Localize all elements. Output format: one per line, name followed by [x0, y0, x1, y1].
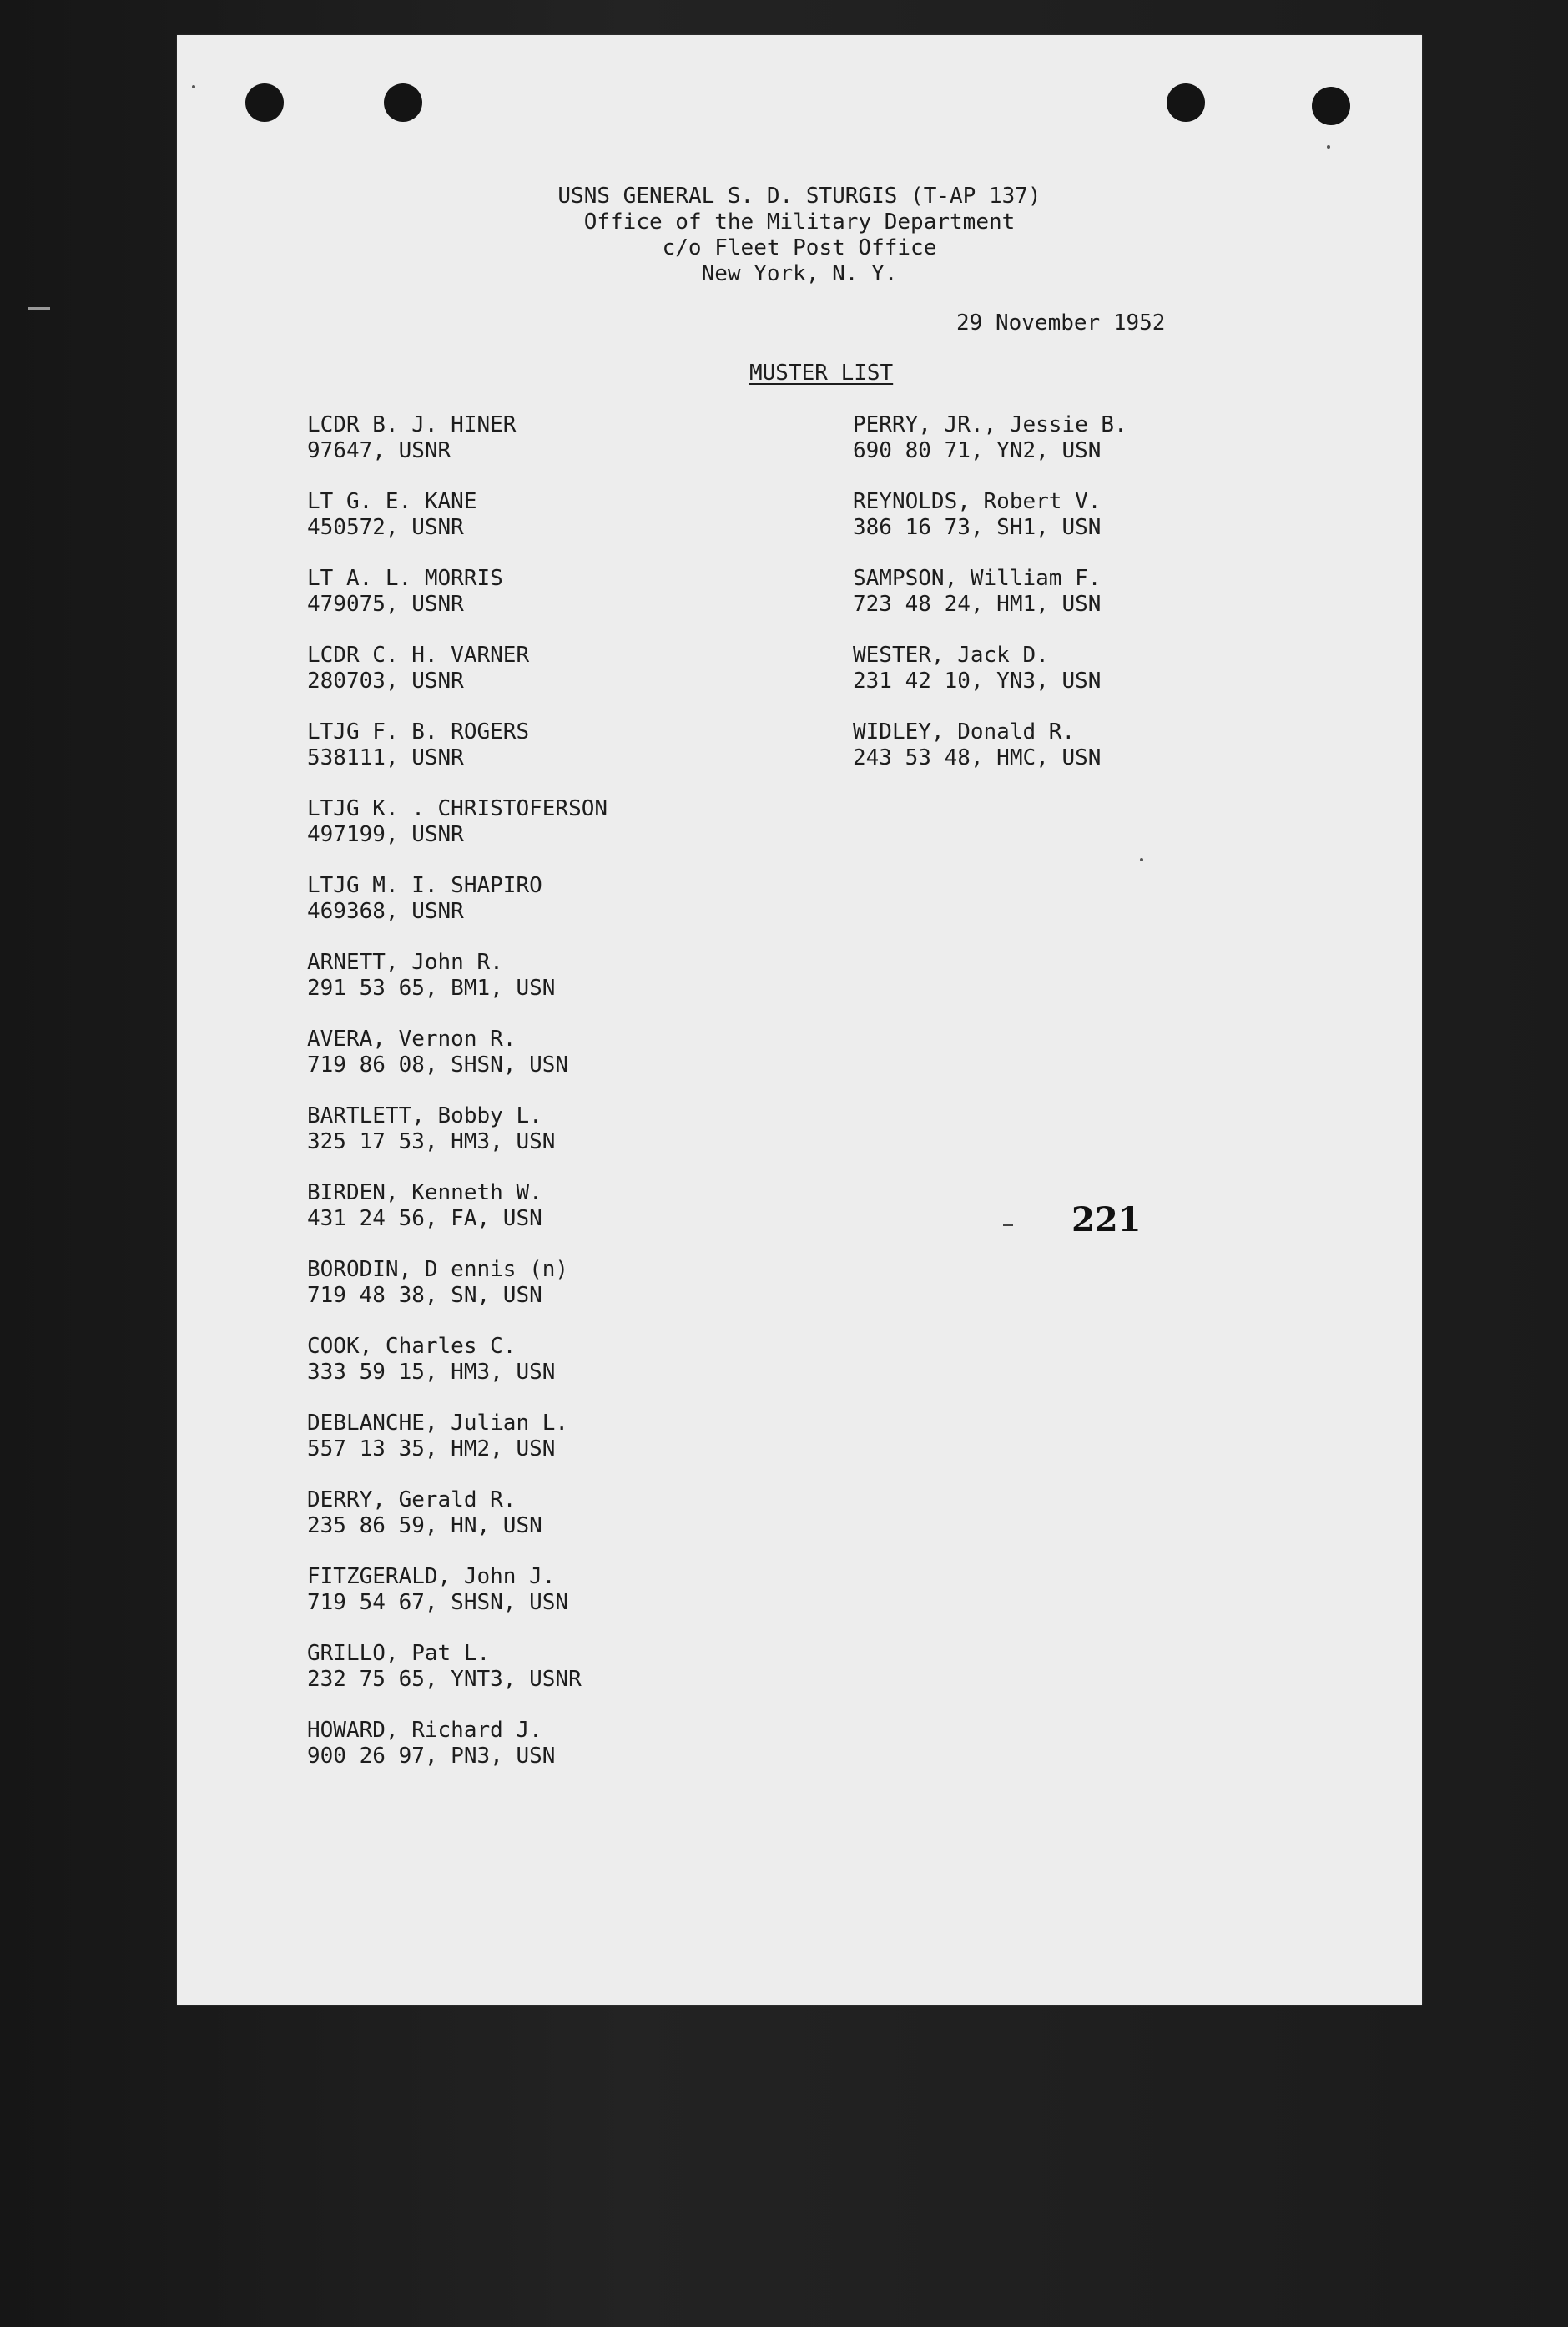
muster-entry: [307, 1103, 608, 1180]
entry-name: WIDLEY, Donald R.: [853, 719, 1076, 745]
punch-hole-4: [1312, 87, 1350, 125]
document-page: [177, 35, 1422, 2005]
muster-entry: [307, 1180, 608, 1257]
muster-entry: [307, 873, 608, 950]
entry-service-number: 557 13 35, HM2, USN: [307, 1436, 556, 1461]
muster-entry: [307, 796, 608, 873]
entry-name: HOWARD, Richard J.: [307, 1718, 542, 1743]
punch-hole-2: [384, 83, 422, 122]
paper-speck: [1140, 858, 1143, 861]
punch-hole-3: [1167, 83, 1205, 122]
muster-entry: [307, 1257, 608, 1334]
muster-entry: [307, 1487, 608, 1564]
entry-service-number: 469368, USNR: [307, 899, 464, 924]
muster-entry: [853, 719, 1127, 796]
muster-entry: [307, 412, 608, 489]
entry-name: AVERA, Vernon R.: [307, 1027, 517, 1052]
document-date: 29 November 1952: [956, 310, 1166, 336]
entry-name: LT G. E. KANE: [307, 489, 477, 514]
letterhead-office: Office of the Military Department: [583, 209, 1016, 235]
entry-name: BARTLETT, Bobby L.: [307, 1103, 542, 1128]
page-number: 221: [1071, 1200, 1142, 1239]
muster-entry: [307, 950, 608, 1027]
entry-name: ARNETT, John R.: [307, 950, 503, 975]
entry-name: LTJG K. . CHRISTOFERSON: [307, 796, 608, 821]
muster-entry: [307, 1411, 608, 1487]
entry-service-number: 719 54 67, SHSN, USN: [307, 1590, 569, 1615]
entry-name: PERRY, JR., Jessie B.: [853, 412, 1127, 437]
entry-name: LTJG F. B. ROGERS: [307, 719, 530, 745]
entry-service-number: 690 80 71, YN2, USN: [853, 438, 1102, 463]
entry-name: LTJG M. I. SHAPIRO: [307, 873, 542, 898]
entry-service-number: 719 86 08, SHSN, USN: [307, 1052, 569, 1078]
entry-name: DERRY, Gerald R.: [307, 1487, 517, 1512]
entry-name: WESTER, Jack D.: [853, 643, 1049, 668]
muster-entry: [307, 719, 608, 796]
punch-hole-1: [245, 83, 284, 122]
entry-service-number: 232 75 65, YNT3, USNR: [307, 1667, 582, 1692]
paper-speck: [1327, 145, 1330, 149]
muster-list-right-column: [853, 412, 1127, 796]
entry-name: GRILLO, Pat L.: [307, 1641, 491, 1666]
muster-entry: [853, 643, 1127, 719]
muster-entry: [307, 643, 608, 719]
entry-service-number: 333 59 15, HM3, USN: [307, 1360, 556, 1385]
entry-service-number: 497199, USNR: [307, 822, 464, 847]
muster-entry: [853, 412, 1127, 489]
muster-entry: [307, 1027, 608, 1103]
entry-service-number: 231 42 10, YN3, USN: [853, 669, 1102, 694]
entry-service-number: 719 48 38, SN, USN: [307, 1283, 542, 1308]
entry-name: LCDR B. J. HINER: [307, 412, 517, 437]
muster-entry: [307, 1334, 608, 1411]
muster-entry: [307, 489, 608, 566]
entry-service-number: 450572, USNR: [307, 515, 464, 540]
page-number-dash: [1003, 1224, 1013, 1226]
entry-name: LT A. L. MORRIS: [307, 566, 503, 591]
entry-service-number: 97647, USNR: [307, 438, 451, 463]
entry-service-number: 291 53 65, BM1, USN: [307, 976, 556, 1001]
paper-speck: [192, 85, 195, 88]
entry-service-number: 900 26 97, PN3, USN: [307, 1744, 556, 1769]
letterhead-city: New York, N. Y.: [701, 261, 898, 286]
muster-entry: [307, 1718, 608, 1794]
entry-service-number: 243 53 48, HMC, USN: [853, 745, 1102, 770]
entry-name: LCDR C. H. VARNER: [307, 643, 530, 668]
entry-service-number: 479075, USNR: [307, 592, 464, 617]
entry-name: BIRDEN, Kenneth W.: [307, 1180, 542, 1205]
entry-name: FITZGERALD, John J.: [307, 1564, 556, 1589]
letterhead: [177, 184, 1422, 287]
muster-entry: [853, 566, 1127, 643]
entry-service-number: 280703, USNR: [307, 669, 464, 694]
muster-entry: [307, 1641, 608, 1718]
entry-service-number: 538111, USNR: [307, 745, 464, 770]
entry-name: COOK, Charles C.: [307, 1334, 517, 1359]
entry-service-number: 431 24 56, FA, USN: [307, 1206, 542, 1231]
entry-name: DEBLANCHE, Julian L.: [307, 1411, 569, 1436]
entry-name: SAMPSON, William F.: [853, 566, 1102, 591]
entry-service-number: 386 16 73, SH1, USN: [853, 515, 1102, 540]
entry-service-number: 235 86 59, HN, USN: [307, 1513, 542, 1538]
entry-name: BORODIN, D ennis (n): [307, 1257, 569, 1282]
muster-entry: [307, 566, 608, 643]
muster-entry: [307, 1564, 608, 1641]
letterhead-post-office: c/o Fleet Post Office: [662, 235, 937, 260]
entry-service-number: 325 17 53, HM3, USN: [307, 1129, 556, 1154]
muster-list-left-column: [307, 412, 608, 1794]
letterhead-ship-name: USNS GENERAL S. D. STURGIS (T-AP 137): [557, 184, 1041, 209]
entry-name: REYNOLDS, Robert V.: [853, 489, 1102, 514]
document-title: MUSTER LIST: [749, 361, 894, 386]
entry-service-number: 723 48 24, HM1, USN: [853, 592, 1102, 617]
scan-edge-mark: [28, 307, 50, 310]
muster-entry: [853, 489, 1127, 566]
